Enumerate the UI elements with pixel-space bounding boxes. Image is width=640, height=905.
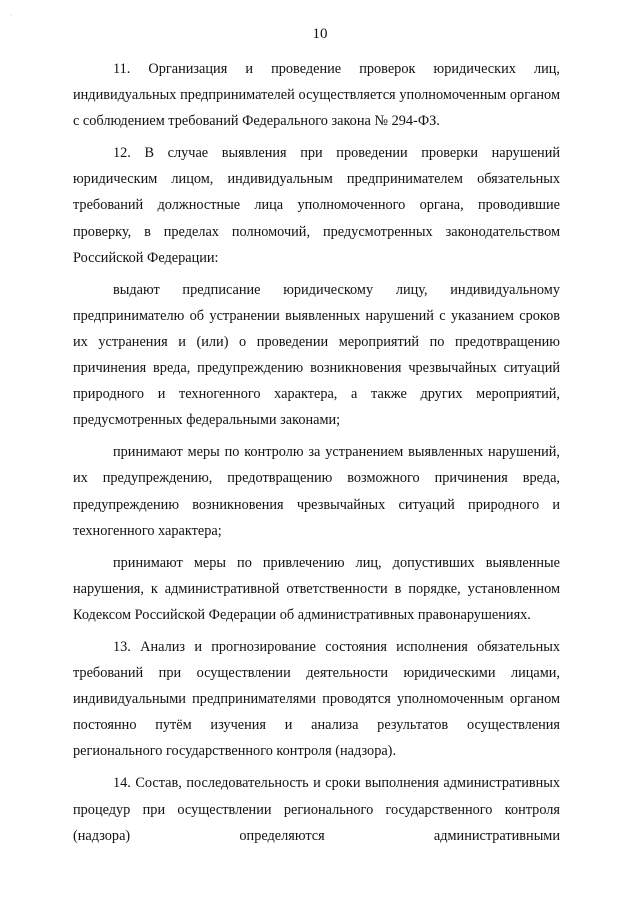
document-body (73, 56, 560, 855)
paragraph-12-item-control-measures: принимают меры по контролю за устранением выявленных нарушений, их предупреждению, предотвращению возможного причинения вреда, предупреждению возникновения чрезвычайных ситуаций природного и техногенного характера; (73, 444, 560, 539)
margin-mark: · (10, 11, 13, 20)
paragraph-13: 13. Анализ и прогнозирование состояния исполнения обязательных требований при осуществлении деятельности юридическими лицами, индивидуальными предпринимателями проводятся уполномоченным органом постоянно путём изучения и анализа результатов осуществления регионального государственного контроля (надзора). (73, 638, 560, 760)
page-number: 10 (312, 26, 328, 42)
paragraph-11: 11. Организация и проведение проверок юридических лиц, индивидуальных предпринимателей осуществляется уполномоченным органом с соблюдением требований Федерального закона № 294-ФЗ. (73, 61, 560, 130)
paragraph-14: 14. Состав, последовательность и сроки выполнения административных процедур при осуществлении регионального государственного контроля (надзора) определяются административными (73, 775, 560, 844)
paragraph-12-item-liability-measures: принимают меры по привлечению лиц, допустивших выявленные нарушения, к административной ответственности в порядке, установленном Кодексом Российской Федерации об административных правонарушениях. (73, 554, 560, 623)
paragraph-12-item-issue-order: выдают предписание юридическому лицу, индивидуальному предпринимателю об устранении выявленных нарушений с указанием сроков их устранения и (или) о проведении мероприятий по предотвращению причинения вреда, предупреждению возникновения чрезвычайных ситуаций природного и техногенного характера, а также других мероприятий, предусмотренных федеральными законами; (73, 281, 560, 429)
paragraph-12: 12. В случае выявления при проведении проверки нарушений юридическим лицом, индивидуальным предпринимателем обязательных требований должностные лица уполномоченного органа, проводившие проверку, в пределах полномочий, предусмотренных законодательством Российской Федерации: (73, 145, 560, 266)
